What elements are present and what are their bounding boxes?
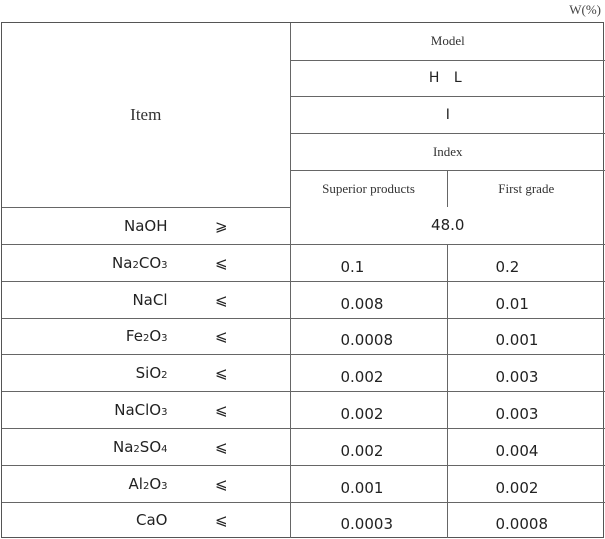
value-merged: 48.0 <box>290 207 605 244</box>
component-cell <box>2 428 290 465</box>
value-first-grade: 0.004 <box>447 428 605 465</box>
table-row <box>2 354 605 391</box>
spec-table-frame <box>1 22 604 538</box>
value-first-grade: 0.003 <box>447 354 605 391</box>
component-cell <box>2 207 290 244</box>
table-row <box>2 244 605 281</box>
value-superior: 0.002 <box>290 354 447 391</box>
component-cell <box>2 465 290 502</box>
component-cell <box>2 244 290 281</box>
value-first-grade: 0.003 <box>447 391 605 428</box>
component-name: Al2O3 <box>128 474 168 493</box>
first-grade-header: First grade <box>447 170 605 207</box>
value-first-grade: 0.0008 <box>447 502 605 538</box>
superior-header: Superior products <box>290 170 447 207</box>
component-cell <box>2 502 290 538</box>
value-first-grade: 0.2 <box>447 244 605 281</box>
comparison-operator: ⩽ <box>215 474 228 493</box>
comparison-operator: ⩽ <box>215 290 228 309</box>
model-type: Ⅰ <box>290 96 605 133</box>
component-name: NaOH <box>124 216 168 235</box>
component-cell <box>2 354 290 391</box>
comparison-operator: ⩽ <box>215 253 228 272</box>
component-cell <box>2 318 290 354</box>
value-superior: 0.0008 <box>290 318 447 354</box>
table-row <box>2 428 605 465</box>
component-name: Na2CO3 <box>112 253 168 272</box>
comparison-operator: ⩽ <box>215 363 228 382</box>
value-superior: 0.001 <box>290 465 447 502</box>
value-superior: 0.0003 <box>290 502 447 538</box>
component-cell <box>2 281 290 318</box>
value-first-grade: 0.002 <box>447 465 605 502</box>
item-header: Item <box>2 23 290 207</box>
value-first-grade: 0.01 <box>447 281 605 318</box>
index-header: Index <box>290 133 605 170</box>
comparison-operator: ⩾ <box>215 216 228 235</box>
model-value: H L <box>290 60 605 96</box>
table-row <box>2 207 605 244</box>
value-superior: 0.002 <box>290 428 447 465</box>
table-row <box>2 318 605 354</box>
model-header: Model <box>290 23 605 60</box>
table-row <box>2 281 605 318</box>
component-name: NaCl <box>132 290 168 309</box>
comparison-operator: ⩽ <box>215 400 228 419</box>
unit-label: W(%) <box>569 2 601 17</box>
value-superior: 0.002 <box>290 391 447 428</box>
component-cell <box>2 391 290 428</box>
component-name: CaO <box>136 511 168 530</box>
comparison-operator: ⩽ <box>215 437 228 456</box>
spec-table <box>2 23 605 538</box>
value-first-grade: 0.001 <box>447 318 605 354</box>
comparison-operator: ⩽ <box>215 327 228 345</box>
value-superior: 0.1 <box>290 244 447 281</box>
table-row <box>2 502 605 538</box>
component-name: Fe2O3 <box>125 327 168 345</box>
value-superior: 0.008 <box>290 281 447 318</box>
component-name: SiO2 <box>135 363 168 382</box>
component-name: NaClO3 <box>114 400 168 419</box>
table-row <box>2 391 605 428</box>
table-row <box>2 465 605 502</box>
component-name: Na2SO4 <box>113 437 168 456</box>
comparison-operator: ⩽ <box>215 511 228 530</box>
